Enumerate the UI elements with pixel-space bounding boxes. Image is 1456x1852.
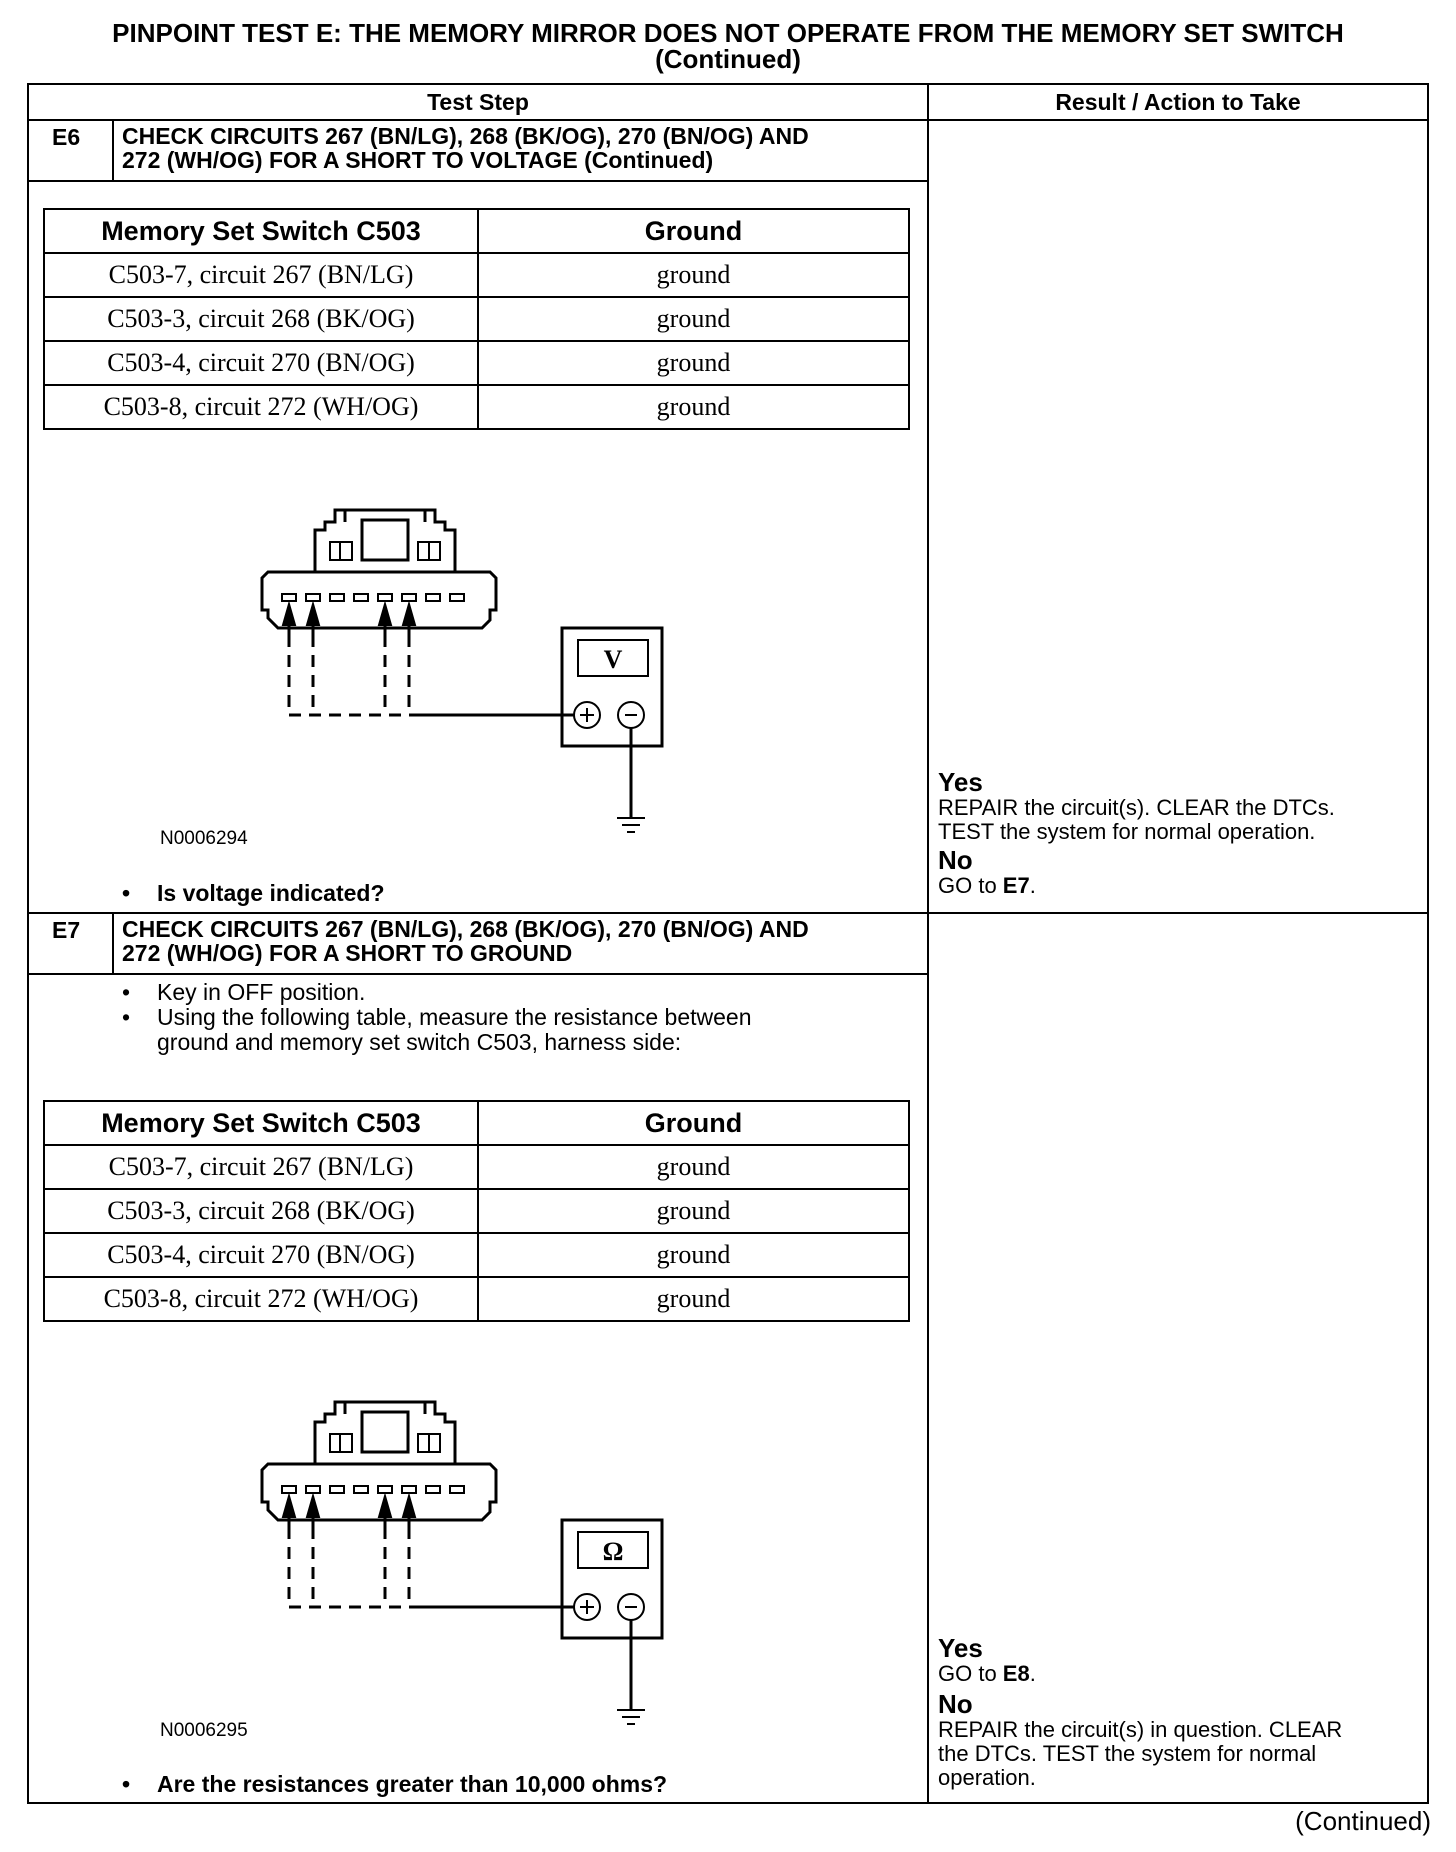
instruction-text: Key in OFF position. bbox=[157, 979, 366, 1005]
page-subtitle: (Continued) bbox=[655, 44, 801, 74]
header-result-action: Result / Action to Take bbox=[1055, 89, 1301, 115]
bullet-icon: • bbox=[122, 1004, 131, 1030]
table-row bbox=[44, 253, 909, 297]
figure-id: N0006294 bbox=[160, 828, 248, 849]
step-title bbox=[122, 917, 809, 965]
table-header-cell: Memory Set Switch C503 bbox=[44, 1101, 478, 1145]
figure-id: N0006295 bbox=[160, 1720, 248, 1741]
yes-label: Yes bbox=[938, 767, 983, 797]
no-action-suffix: . bbox=[1029, 873, 1036, 898]
page-title: PINPOINT TEST E: THE MEMORY MIRROR DOES NOT OPERATE FROM THE MEMORY SET SWITCH bbox=[112, 18, 1344, 48]
table-row bbox=[44, 1233, 909, 1277]
connector-table bbox=[43, 208, 910, 430]
step-title-line: CHECK CIRCUITS 267 (BN/LG), 268 (BK/OG), 270 (BN/OG) AND bbox=[122, 123, 809, 149]
connector-ohmmeter-diagram bbox=[260, 1392, 680, 1732]
goto-step-link[interactable]: E7 bbox=[1002, 873, 1030, 898]
table-row bbox=[44, 297, 909, 341]
connector-voltmeter-diagram bbox=[260, 500, 680, 840]
no-label: No bbox=[938, 845, 973, 875]
table-cell: ground bbox=[478, 1189, 909, 1233]
table-cell: C503-3, circuit 268 (BK/OG) bbox=[44, 1189, 478, 1233]
continued-footer: (Continued) bbox=[1295, 1806, 1431, 1836]
question-text: Is voltage indicated? bbox=[157, 880, 385, 906]
no-action-line: operation. bbox=[938, 1765, 1036, 1790]
no-action-line: REPAIR the circuit(s) in question. CLEAR bbox=[938, 1717, 1343, 1742]
question-text: Are the resistances greater than 10,000 ohms? bbox=[157, 1771, 668, 1797]
no-label: No bbox=[938, 1689, 973, 1719]
table-cell: ground bbox=[478, 253, 909, 297]
table-row bbox=[44, 1189, 909, 1233]
step-id-divider bbox=[112, 119, 114, 181]
column-divider bbox=[927, 83, 929, 1804]
table-cell: ground bbox=[478, 1277, 909, 1321]
table-cell: ground bbox=[478, 297, 909, 341]
table-row bbox=[44, 341, 909, 385]
table-cell: C503-4, circuit 270 (BN/OG) bbox=[44, 1233, 478, 1277]
voltmeter-symbol: V bbox=[603, 645, 623, 674]
yes-action-suffix: . bbox=[1029, 1661, 1036, 1686]
table-cell: C503-8, circuit 272 (WH/OG) bbox=[44, 385, 478, 429]
table-header-cell: Ground bbox=[478, 1101, 909, 1145]
instruction-text: ground and memory set switch C503, harness side: bbox=[157, 1029, 682, 1055]
bullet-icon: • bbox=[122, 880, 131, 906]
step-divider bbox=[27, 912, 1429, 914]
table-header-cell: Ground bbox=[478, 209, 909, 253]
table-row bbox=[44, 1145, 909, 1189]
step-id: E6 bbox=[52, 124, 81, 150]
bullet-icon: • bbox=[122, 1771, 131, 1797]
table-cell: C503-8, circuit 272 (WH/OG) bbox=[44, 1277, 478, 1321]
step-id-divider bbox=[112, 912, 114, 974]
table-cell: C503-7, circuit 267 (BN/LG) bbox=[44, 1145, 478, 1189]
table-header-row bbox=[44, 209, 909, 253]
table-cell: C503-3, circuit 268 (BK/OG) bbox=[44, 297, 478, 341]
step-id: E7 bbox=[52, 917, 81, 943]
step-title-line: CHECK CIRCUITS 267 (BN/LG), 268 (BK/OG), 270 (BN/OG) AND bbox=[122, 916, 809, 942]
table-row bbox=[44, 1277, 909, 1321]
header-divider bbox=[27, 119, 1429, 121]
table-row bbox=[44, 385, 909, 429]
table-cell: ground bbox=[478, 1145, 909, 1189]
no-action bbox=[938, 874, 1335, 898]
yes-action-line: TEST the system for normal operation. bbox=[938, 819, 1316, 844]
result-action bbox=[938, 1634, 1342, 1790]
step-title bbox=[122, 124, 809, 172]
table-header-row bbox=[44, 1101, 909, 1145]
step-title-divider bbox=[27, 973, 928, 975]
bullet-icon: • bbox=[122, 979, 131, 1005]
goto-step-link[interactable]: E8 bbox=[1002, 1661, 1030, 1686]
header-test-step: Test Step bbox=[427, 89, 529, 115]
table-cell: ground bbox=[478, 341, 909, 385]
step-title-line: 272 (WH/OG) FOR A SHORT TO GROUND bbox=[122, 940, 573, 966]
no-action-line: the DTCs. TEST the system for normal bbox=[938, 1741, 1317, 1766]
yes-action bbox=[938, 1662, 1342, 1686]
step-title-line: 272 (WH/OG) FOR A SHORT TO VOLTAGE (Continued) bbox=[122, 147, 714, 173]
table-cell: ground bbox=[478, 1233, 909, 1277]
table-cell: C503-4, circuit 270 (BN/OG) bbox=[44, 341, 478, 385]
ohmmeter-symbol: Ω bbox=[602, 1537, 624, 1566]
step-title-divider bbox=[27, 180, 928, 182]
yes-action-text: GO to bbox=[938, 1661, 1003, 1686]
table-header-cell: Memory Set Switch C503 bbox=[44, 209, 478, 253]
no-action-text: GO to bbox=[938, 873, 1003, 898]
table-cell: C503-7, circuit 267 (BN/LG) bbox=[44, 253, 478, 297]
table-cell: ground bbox=[478, 385, 909, 429]
result-action bbox=[938, 768, 1335, 898]
instruction-text: Using the following table, measure the resistance between bbox=[157, 1004, 752, 1030]
connector-table bbox=[43, 1100, 910, 1322]
yes-action-line: REPAIR the circuit(s). CLEAR the DTCs. bbox=[938, 795, 1335, 820]
yes-label: Yes bbox=[938, 1633, 983, 1663]
